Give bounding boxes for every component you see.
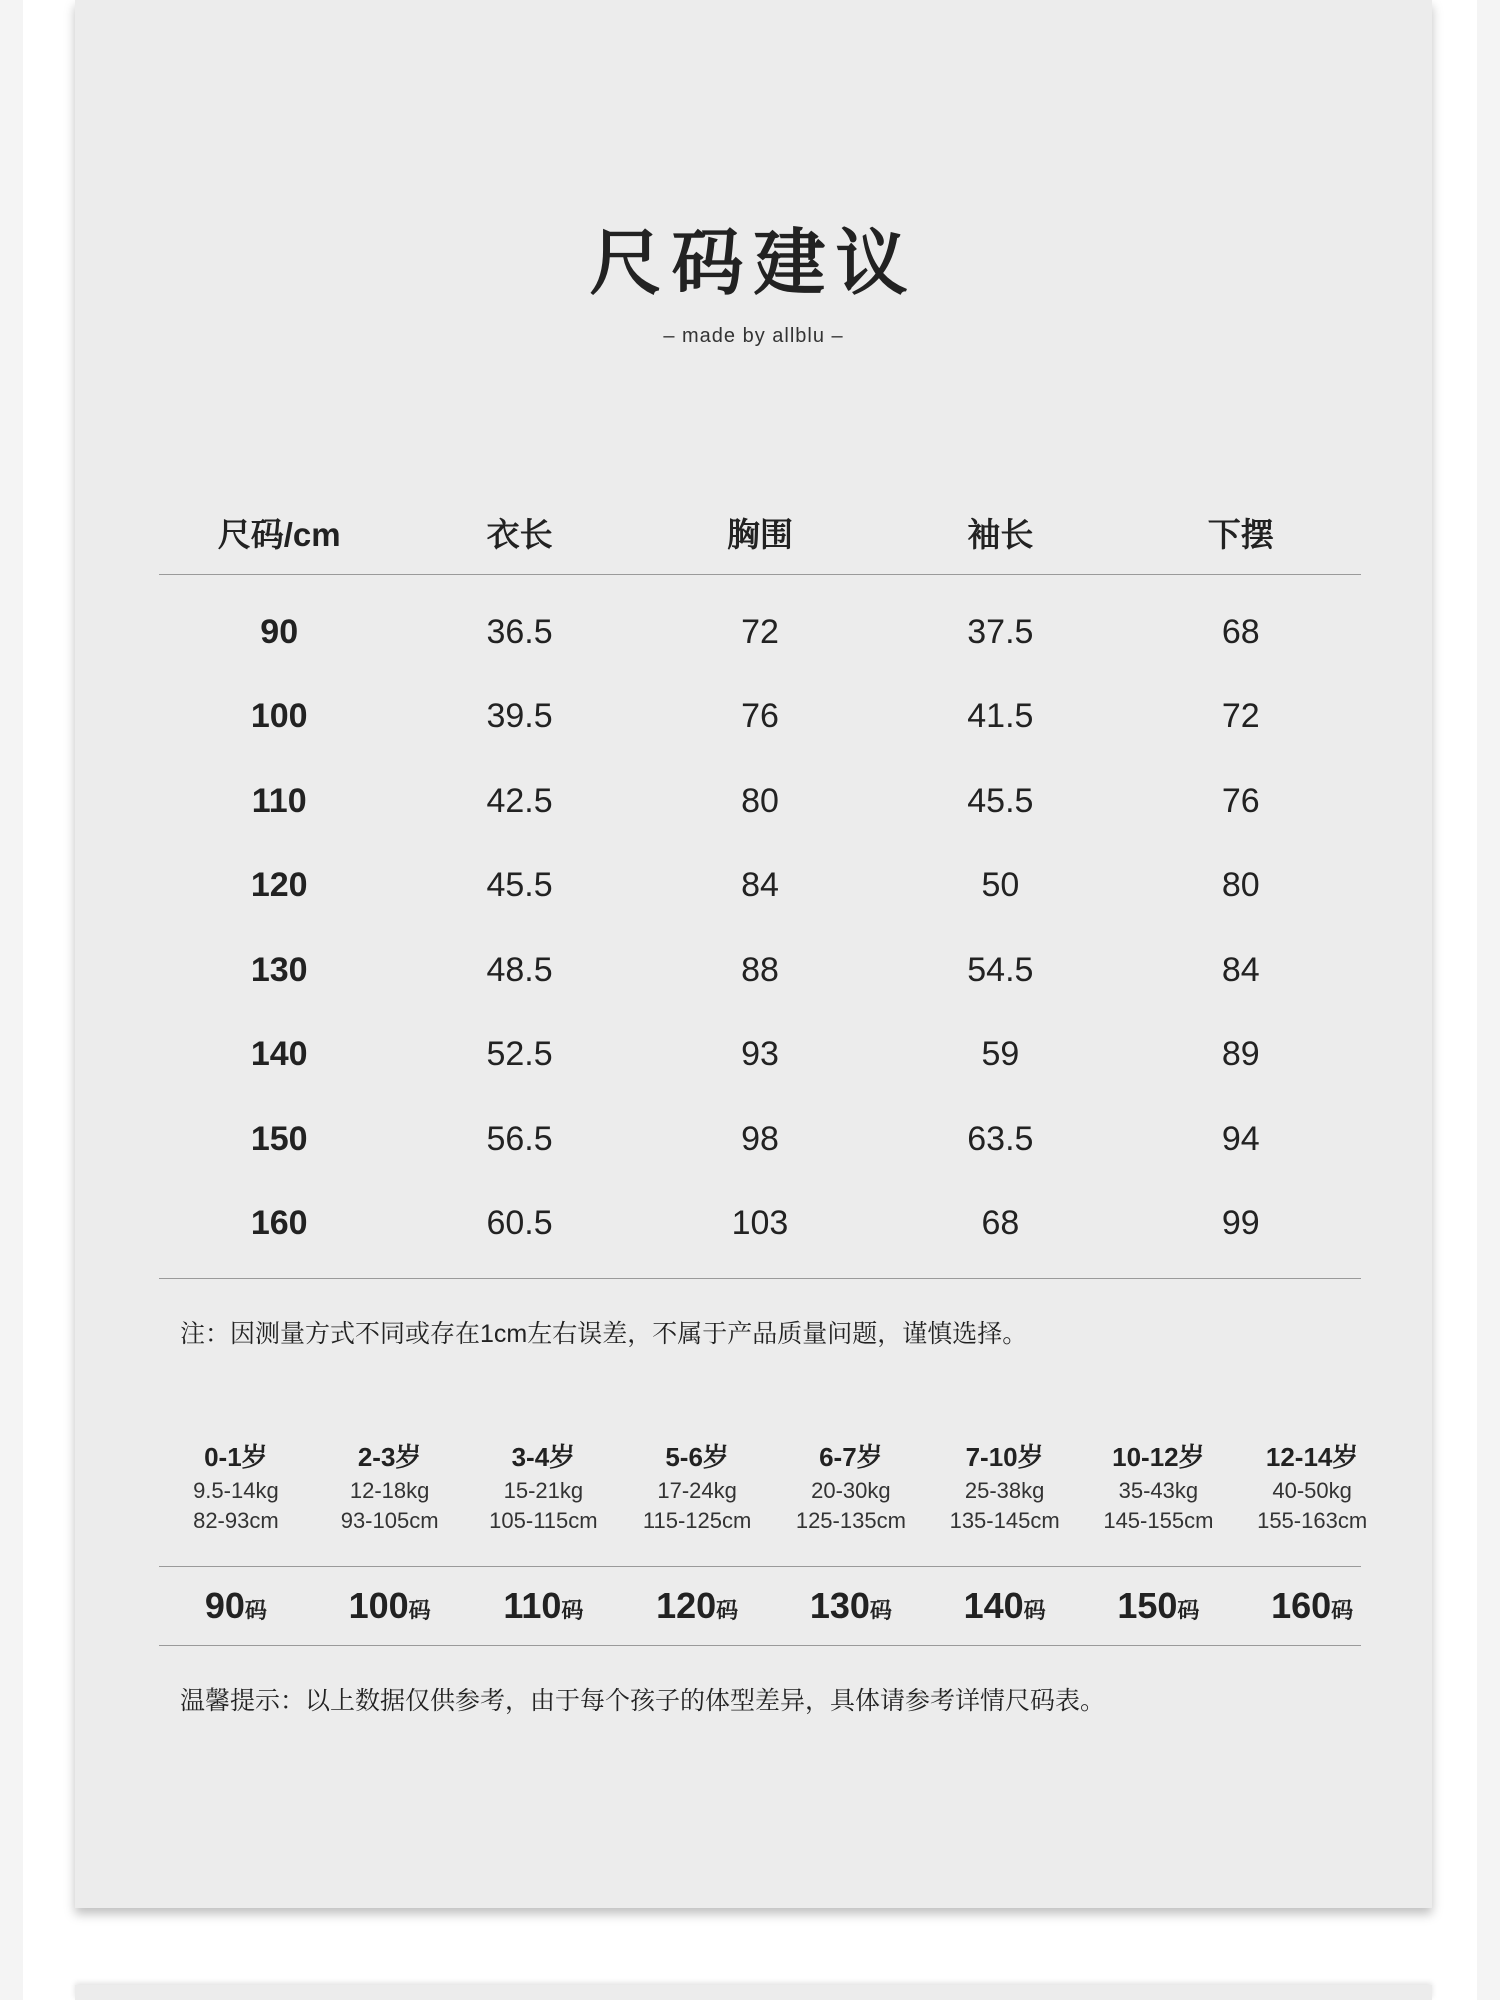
next-card-edge bbox=[75, 1985, 1432, 2000]
cell-chest: 93 bbox=[741, 1035, 779, 1074]
cell-hem: 89 bbox=[1221, 1035, 1260, 1074]
table-row bbox=[159, 1013, 1361, 1098]
table-row bbox=[159, 928, 1361, 1013]
table-row bbox=[159, 1182, 1361, 1267]
cell-sleeve: 45.5 bbox=[967, 781, 1034, 820]
size-unit: 码 bbox=[1023, 1598, 1046, 1623]
weight-range: 25-38kg bbox=[964, 1478, 1045, 1503]
size-table-header bbox=[159, 490, 1361, 575]
cell-size: 90 bbox=[260, 612, 299, 651]
header-chest: 胸围 bbox=[726, 515, 793, 553]
weight-range: 17-24kg bbox=[657, 1478, 737, 1503]
size-unit: 码 bbox=[716, 1598, 739, 1623]
cell-size: 100 bbox=[250, 697, 308, 736]
size-number: 130 bbox=[809, 1585, 870, 1626]
size-number: 100 bbox=[348, 1585, 409, 1626]
cell-hem: 72 bbox=[1221, 697, 1260, 736]
size-number: 120 bbox=[656, 1585, 717, 1626]
table-row bbox=[159, 1097, 1361, 1182]
cell-size: 110 bbox=[251, 781, 307, 820]
recommended-size bbox=[467, 1578, 621, 1634]
size-number: 110 bbox=[503, 1585, 562, 1626]
cell-size: 130 bbox=[250, 950, 308, 989]
age-range: 6-7岁 bbox=[819, 1442, 883, 1472]
table-row bbox=[159, 844, 1361, 929]
size-unit: 码 bbox=[408, 1598, 431, 1623]
table-row bbox=[159, 590, 1361, 675]
cell-length: 48.5 bbox=[486, 950, 553, 989]
height-range: 135-145cm bbox=[949, 1508, 1060, 1533]
weight-range: 20-30kg bbox=[811, 1478, 891, 1503]
size-unit: 码 bbox=[244, 1598, 267, 1623]
recommended-size bbox=[159, 1578, 313, 1634]
header-hem: 下摆 bbox=[1207, 515, 1274, 553]
age-column bbox=[774, 1438, 928, 1536]
weight-range: 40-50kg bbox=[1272, 1478, 1352, 1503]
recommended-size bbox=[774, 1578, 928, 1634]
divider bbox=[159, 1645, 1361, 1646]
recommended-size bbox=[1235, 1578, 1389, 1634]
left-margin-strip bbox=[0, 0, 23, 2000]
cell-size: 160 bbox=[250, 1204, 308, 1243]
cell-hem: 84 bbox=[1221, 950, 1260, 989]
age-column bbox=[159, 1438, 313, 1536]
age-range: 10-12岁 bbox=[1112, 1442, 1205, 1472]
size-table bbox=[159, 490, 1361, 1279]
size-unit: 码 bbox=[869, 1598, 892, 1623]
size-unit: 码 bbox=[1177, 1598, 1200, 1623]
age-range: 3-4岁 bbox=[511, 1442, 576, 1472]
weight-range: 35-43kg bbox=[1118, 1478, 1199, 1503]
divider bbox=[159, 1566, 1361, 1567]
weight-range: 9.5-14kg bbox=[193, 1478, 279, 1503]
cell-hem: 76 bbox=[1221, 781, 1260, 820]
cell-length: 36.5 bbox=[486, 612, 553, 651]
cell-length: 52.5 bbox=[486, 1035, 553, 1074]
cell-chest: 84 bbox=[741, 866, 779, 905]
cell-sleeve: 54.5 bbox=[967, 950, 1034, 989]
age-column bbox=[928, 1438, 1082, 1536]
cell-size: 140 bbox=[250, 1035, 308, 1074]
right-margin-strip bbox=[1477, 0, 1500, 2000]
recommended-sizes bbox=[159, 1578, 1389, 1634]
cell-hem: 99 bbox=[1221, 1204, 1260, 1243]
cell-length: 56.5 bbox=[486, 1119, 553, 1158]
page-title: 尺码建议 bbox=[589, 224, 918, 304]
cell-chest: 80 bbox=[741, 781, 779, 820]
size-number: 160 bbox=[1271, 1585, 1332, 1626]
height-range: 93-105cm bbox=[340, 1508, 439, 1533]
height-range: 115-125cm bbox=[642, 1508, 752, 1533]
height-range: 145-155cm bbox=[1103, 1508, 1214, 1533]
cell-sleeve: 50 bbox=[981, 866, 1020, 905]
cell-chest: 72 bbox=[741, 612, 779, 651]
height-range: 105-115cm bbox=[489, 1508, 598, 1533]
size-unit: 码 bbox=[1331, 1598, 1354, 1623]
height-range: 125-135cm bbox=[795, 1508, 906, 1533]
height-range: 82-93cm bbox=[193, 1508, 279, 1533]
cell-sleeve: 68 bbox=[981, 1204, 1020, 1243]
header-length: 衣长 bbox=[486, 515, 553, 553]
cell-length: 60.5 bbox=[486, 1204, 553, 1243]
weight-range: 15-21kg bbox=[503, 1478, 584, 1503]
measurement-note: 注：因测量方式不同或存在1cm左右误差，不属于产品质量问题，谨慎选择。 bbox=[180, 1320, 1028, 1348]
warm-tip: 温馨提示：以上数据仅供参考，由于每个孩子的体型差异，具体请参考详情尺码表。 bbox=[180, 1687, 1106, 1715]
cell-hem: 68 bbox=[1221, 612, 1260, 651]
cell-hem: 94 bbox=[1221, 1119, 1260, 1158]
size-table-body bbox=[159, 575, 1361, 1279]
age-column bbox=[313, 1438, 467, 1536]
age-range: 0-1岁 bbox=[204, 1442, 268, 1472]
height-range: 155-163cm bbox=[1257, 1508, 1368, 1533]
table-row bbox=[159, 759, 1361, 844]
cell-sleeve: 37.5 bbox=[967, 612, 1034, 651]
age-range: 7-10岁 bbox=[965, 1442, 1044, 1472]
cell-sleeve: 41.5 bbox=[967, 697, 1034, 736]
cell-hem: 80 bbox=[1221, 866, 1260, 905]
cell-sleeve: 63.5 bbox=[967, 1119, 1034, 1158]
header-size: 尺码/cm bbox=[217, 515, 341, 553]
age-guide bbox=[159, 1438, 1389, 1536]
table-row bbox=[159, 675, 1361, 760]
size-number: 150 bbox=[1117, 1585, 1178, 1626]
age-column bbox=[1082, 1438, 1236, 1536]
header-sleeve: 袖长 bbox=[967, 515, 1034, 553]
age-column bbox=[467, 1438, 621, 1536]
brand-subtitle: – made by allblu – bbox=[663, 325, 844, 347]
size-unit: 码 bbox=[561, 1598, 584, 1623]
cell-size: 120 bbox=[250, 866, 308, 905]
cell-chest: 98 bbox=[741, 1119, 779, 1158]
age-column bbox=[1235, 1438, 1389, 1536]
recommended-size bbox=[313, 1578, 467, 1634]
size-number: 140 bbox=[963, 1585, 1024, 1626]
cell-length: 42.5 bbox=[486, 781, 553, 820]
recommended-size bbox=[928, 1578, 1082, 1634]
cell-chest: 103 bbox=[731, 1204, 789, 1243]
recommended-size bbox=[1082, 1578, 1236, 1634]
cell-sleeve: 59 bbox=[981, 1035, 1020, 1074]
age-range: 2-3岁 bbox=[357, 1442, 422, 1472]
cell-chest: 76 bbox=[741, 697, 779, 736]
cell-chest: 88 bbox=[741, 950, 779, 989]
cell-length: 39.5 bbox=[486, 697, 553, 736]
age-column bbox=[620, 1438, 774, 1536]
age-range: 12-14岁 bbox=[1265, 1442, 1359, 1472]
size-number: 90 bbox=[204, 1585, 245, 1626]
cell-length: 45.5 bbox=[486, 866, 553, 905]
age-range: 5-6岁 bbox=[665, 1442, 729, 1472]
recommended-size bbox=[620, 1578, 774, 1634]
cell-size: 150 bbox=[250, 1119, 308, 1158]
weight-range: 12-18kg bbox=[349, 1478, 430, 1503]
